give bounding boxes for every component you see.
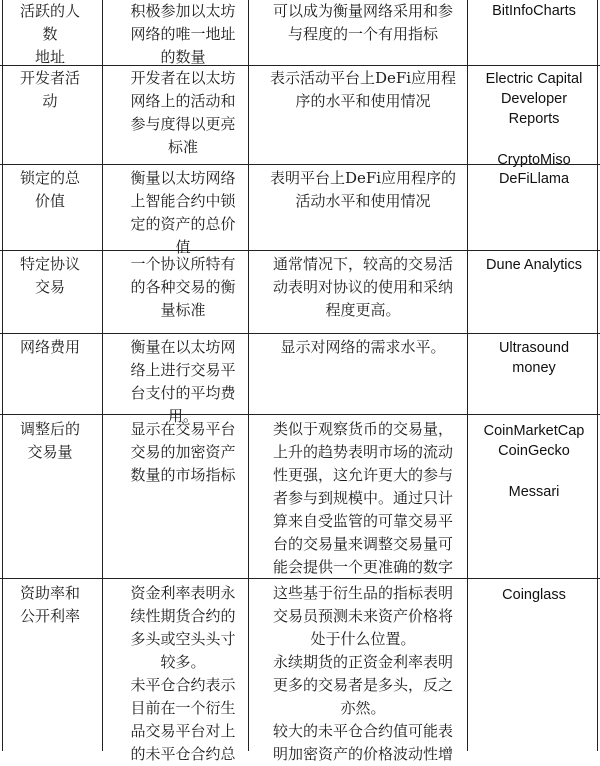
metric-name: 资助率和 公开利率 xyxy=(19,584,80,625)
column-border xyxy=(102,0,103,751)
metric-name: 网络费用 xyxy=(19,338,80,356)
metric-significance: 表明平台上DeFi应用程序的 活动水平和使用情况 xyxy=(269,169,457,210)
metric-description: 开发者在以太坊 网络上的活动和 参与度得以更亮 标准 xyxy=(130,69,236,156)
row-border xyxy=(0,250,600,251)
column-border xyxy=(597,0,598,751)
metric-source: Electric Capital Developer Reports xyxy=(485,71,583,127)
metric-description: 衡量在以太坊网 络上进行交易平 台支付的平均费 用。 xyxy=(130,338,236,425)
metric-name: 活跃的人 数 地址 xyxy=(19,2,80,66)
metric-source: CoinMarketCap CoinGecko xyxy=(483,423,585,459)
metric-source: DeFiLlama xyxy=(498,171,570,187)
metric-name: 调整后的 交易量 xyxy=(19,420,80,461)
metric-name: 锁定的总 价值 xyxy=(19,169,80,210)
metric-significance: 可以成为衡量网络采用和参 与程度的一个有用指标 xyxy=(272,2,453,43)
metric-significance: 显示对网络的需求水平。 xyxy=(280,338,446,356)
row-border xyxy=(0,333,600,334)
metric-source: Dune Analytics xyxy=(486,257,582,273)
metric-significance: 这些基于衍生品的指标表明 交易员预测未来资产价格将 处于什么位置。 永续期货的正资金利率表明 更多的交易者是多头，反之 亦然。 较大的未平仓合约值可能表 明加密资产的价格波动性增 xyxy=(272,584,453,763)
metric-description: 一个协议所特有 的各种交易的衡 量标准 xyxy=(130,255,236,319)
metric-name: 特定协议 交易 xyxy=(19,255,80,296)
metric-description: 资金利率表明永 续性期货合约的 多头或空头头寸 较多。 未平仓合约表示 目前在一个衍生 品交易平台对上 的未平仓合约总 xyxy=(130,584,236,763)
metric-source: Ultrasound money xyxy=(498,340,570,376)
metric-significance: 表示活动平台上DeFi应用程 序的水平和使用情况 xyxy=(269,69,457,110)
metric-significance: 通常情况下，较高的交易活 动表明对协议的使用和采纳 程度更高。 xyxy=(272,255,453,319)
metric-description: 显示在交易平台 交易的加密资产 数量的市场指标 xyxy=(130,420,236,484)
metric-source: BitInfoCharts xyxy=(492,3,576,19)
metric-source: Messari xyxy=(508,484,560,500)
metric-description: 衡量以太坊网络 上智能合约中锁 定的资产的总价 值 xyxy=(130,169,236,256)
metric-source: CryptoMiso xyxy=(497,152,571,168)
row-border xyxy=(0,414,600,415)
metric-description: 积极参加以太坊 网络的唯一地址 的数量 xyxy=(130,2,236,66)
metric-source: Coinglass xyxy=(502,587,566,603)
column-border xyxy=(2,0,3,751)
metric-name: 开发者活 动 xyxy=(19,69,80,110)
metric-significance: 类似于观察货币的交易量， 上升的趋势表明市场的流动 性更强，这允许更大的参与 者参与到规模中。通过只计 算来自受监管的可靠交易平 台的交易量来调整交易量可 能会提供一个更准确的数字 xyxy=(272,420,453,576)
